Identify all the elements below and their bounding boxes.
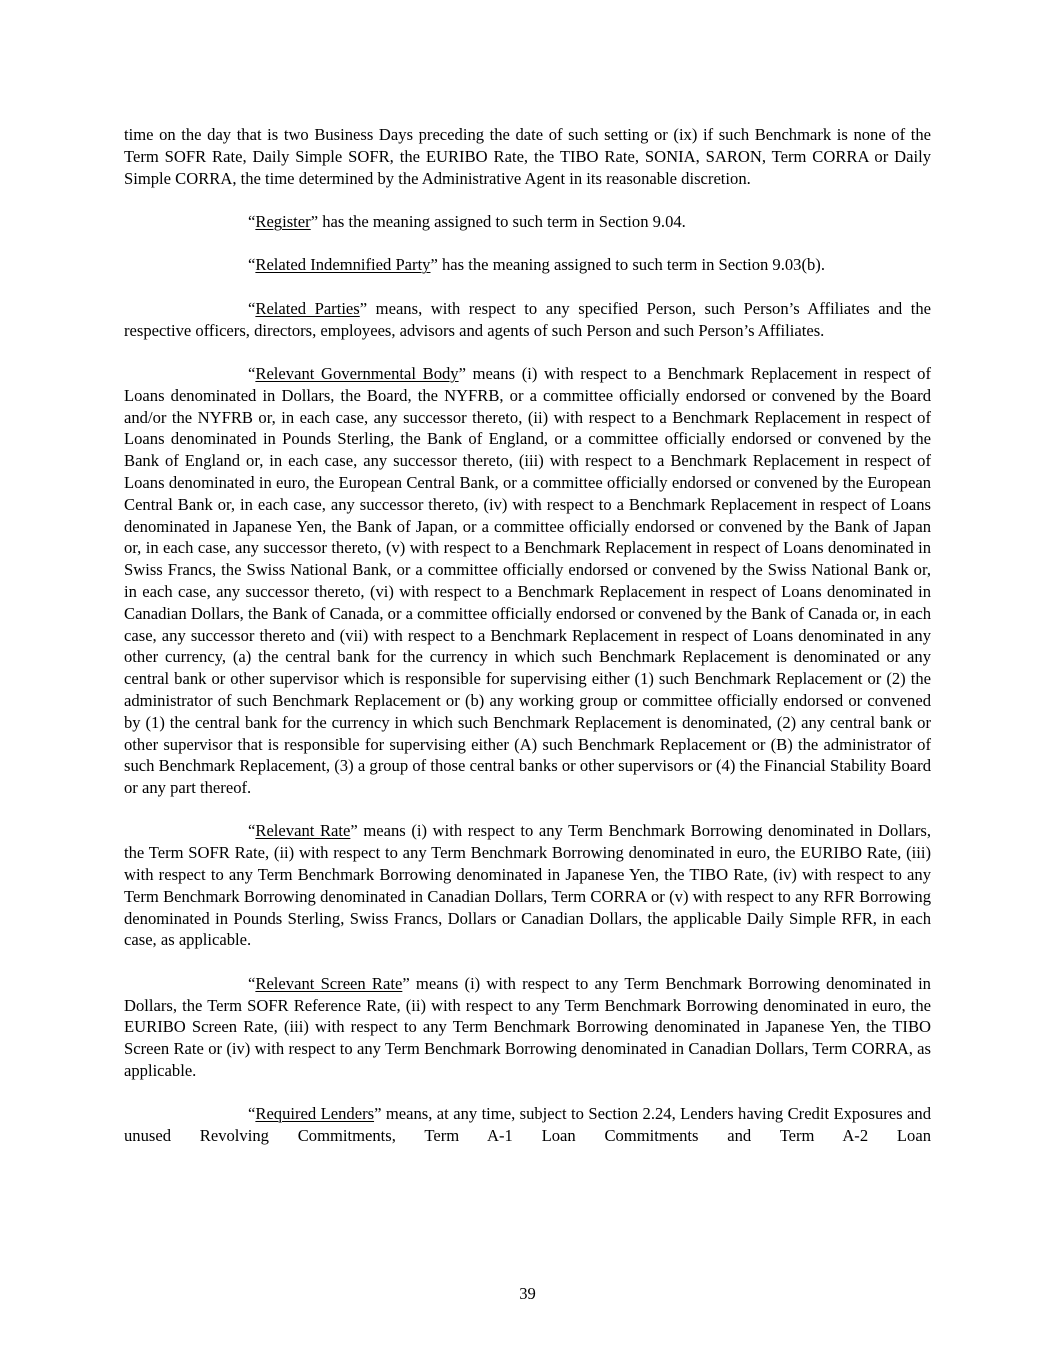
definition-related-parties xyxy=(124,298,931,342)
definition-text: means (i) with respect to any Term Benchmark Borrowing denominated in Dollars, the Term SOFR Reference Rate, (ii) with respect to any Term Benchmark Borrowing denominated in euro, the EURIBO Screen Rate, (iii) with respect to any Term Benchmark Borrowing denominated in Japanese Yen, the TIBO Screen Rate or (iv) with respect to any Term Benchmark Borrowing denominated in Canadian Dollars, Term CORRA, as applicable. xyxy=(124,973,931,1081)
defined-term: Related Indemnified Party xyxy=(255,255,431,275)
close-quote: ” xyxy=(374,1104,382,1124)
open-quote: “ xyxy=(248,973,256,993)
definition-text: means (i) with respect to any Term Benchmark Borrowing denominated in Dollars, the Term SOFR Rate, (ii) with respect to any Term Benchmark Borrowing denominated in euro, the EURIBO Rate, (iii) with respect to any Term Benchmark Borrowing denominated in Japanese Yen, the TIBO Rate, (iv) with respect to any Term Benchmark Borrowing denominated in Canadian Dollars, Term CORRA or (v) with respect to any RFR Borrowing denominated in Pounds Sterling, Swiss Francs, Dollars or Canadian Dollars, the applicable Daily Simple RFR, in each case, as applicable. xyxy=(124,821,931,950)
close-quote: ” xyxy=(310,211,319,231)
definition-text: means (i) with respect to a Benchmark Replacement in respect of Loans denominated in Dollars, the Board, the NYFRB, or a committee officially endorsed or convened by the Board and/or the NYFRB or, in each case, any successor thereto, (ii) with respect to a Benchmark Replacement in respect of Loans denominated in Pounds Sterling, the Bank of England, or a committee officially endorsed or convened by the Bank of England or, in each case, any successor thereto, (iii) with respect to a Benchmark Replacement in respect of Loans denominated in euro, the European Central Bank, or a committee officially endorsed or convened by the European Central Bank or, in each case, any successor thereto, (iv) with respect to a Benchmark Replacement in respect of Loans denominated in Japanese Yen, the Bank of Japan, or a committee officially endorsed or convened by the Bank of Japan or, in each case, any successor thereto, (v) with respect to a Benchmark Replacement in respect of Loans denominated in Swiss Francs, the Swiss National Bank, or a committee officially endorsed or convened by the Swiss National Bank or, in each case, any successor thereto, (vi) with respect to a Benchmark Replacement in respect of Loans denominated in Canadian Dollars, the Bank of Canada, or a committee officially endorsed or convened by the Bank of Canada or, in each case, any successor thereto and (vii) with respect to a Benchmark Replacement in respect of Loans denominated in any other currency, (a) the central bank for the currency in which such Benchmark Replacement is denominated or any central bank or other supervisor which is responsible for supervising either (1) such Benchmark Replacement or (2) the administrator of such Benchmark Replacement or (b) any working group or committee officially endorsed or convened by (1) the central bank for the currency in which such Benchmark Replacement is denominated, (2) any central bank or other supervisor that is responsible for supervising either (A) such Benchmark Replacement or (B) the administrator of such Benchmark Replacement, (3) a group of those central banks or other supervisors or (4) the Financial Stability Board or any part thereof. xyxy=(124,363,932,798)
defined-term: Relevant Screen Rate xyxy=(255,973,403,993)
definition-relevant-rate xyxy=(124,820,931,951)
close-quote: ” xyxy=(359,298,368,318)
definition-related-indemnified-party xyxy=(124,254,931,276)
defined-term: Register xyxy=(255,211,311,231)
page-number: 39 xyxy=(519,1284,536,1303)
definition-register xyxy=(124,211,931,233)
open-quote: “ xyxy=(248,298,256,318)
definition-relevant-screen-rate xyxy=(124,973,931,1082)
definition-text: has the meaning assigned to such term in Section 9.03(b). xyxy=(437,255,825,275)
definition-text: means, with respect to any specified Person, such Person’s Affiliates and the respective officers, directors, employees, advisors and agents of such Person and such Person’s Affiliates. xyxy=(124,298,931,340)
open-quote: “ xyxy=(248,363,256,383)
open-quote: “ xyxy=(248,821,256,841)
document-page xyxy=(124,124,931,1169)
defined-term: Related Parties xyxy=(255,298,360,318)
open-quote: “ xyxy=(248,255,256,275)
defined-term: Relevant Governmental Body xyxy=(255,363,459,383)
close-quote: ” xyxy=(350,821,358,841)
definition-relevant-governmental-body xyxy=(124,363,931,799)
paragraph-continuation xyxy=(124,124,931,189)
open-quote: “ xyxy=(248,1104,256,1124)
close-quote: ” xyxy=(430,255,438,275)
defined-term: Relevant Rate xyxy=(255,821,351,841)
open-quote: “ xyxy=(248,211,256,231)
close-quote: ” xyxy=(402,973,410,993)
definition-text: means, at any time, subject to Section 2.24, Lenders having Credit Exposures and unused Revolving Commitments, Term A-1 Loan Commitments and Term A-2 Loan xyxy=(124,1104,931,1146)
defined-term: Required Lenders xyxy=(255,1104,375,1124)
paragraph-text: time on the day that is two Business Days preceding the date of such setting or (ix) if such Benchmark is none of the Term SOFR Rate, Daily Simple SOFR, the EURIBO Rate, the TIBO Rate, SONIA, SARON, Term CORRA or Daily Simple CORRA, the time determined by the Administrative Agent in its reasonable discretion. xyxy=(124,125,931,188)
definition-required-lenders xyxy=(124,1103,931,1147)
definition-text: has the meaning assigned to such term in Section 9.04. xyxy=(318,211,686,231)
close-quote: ” xyxy=(458,363,466,383)
